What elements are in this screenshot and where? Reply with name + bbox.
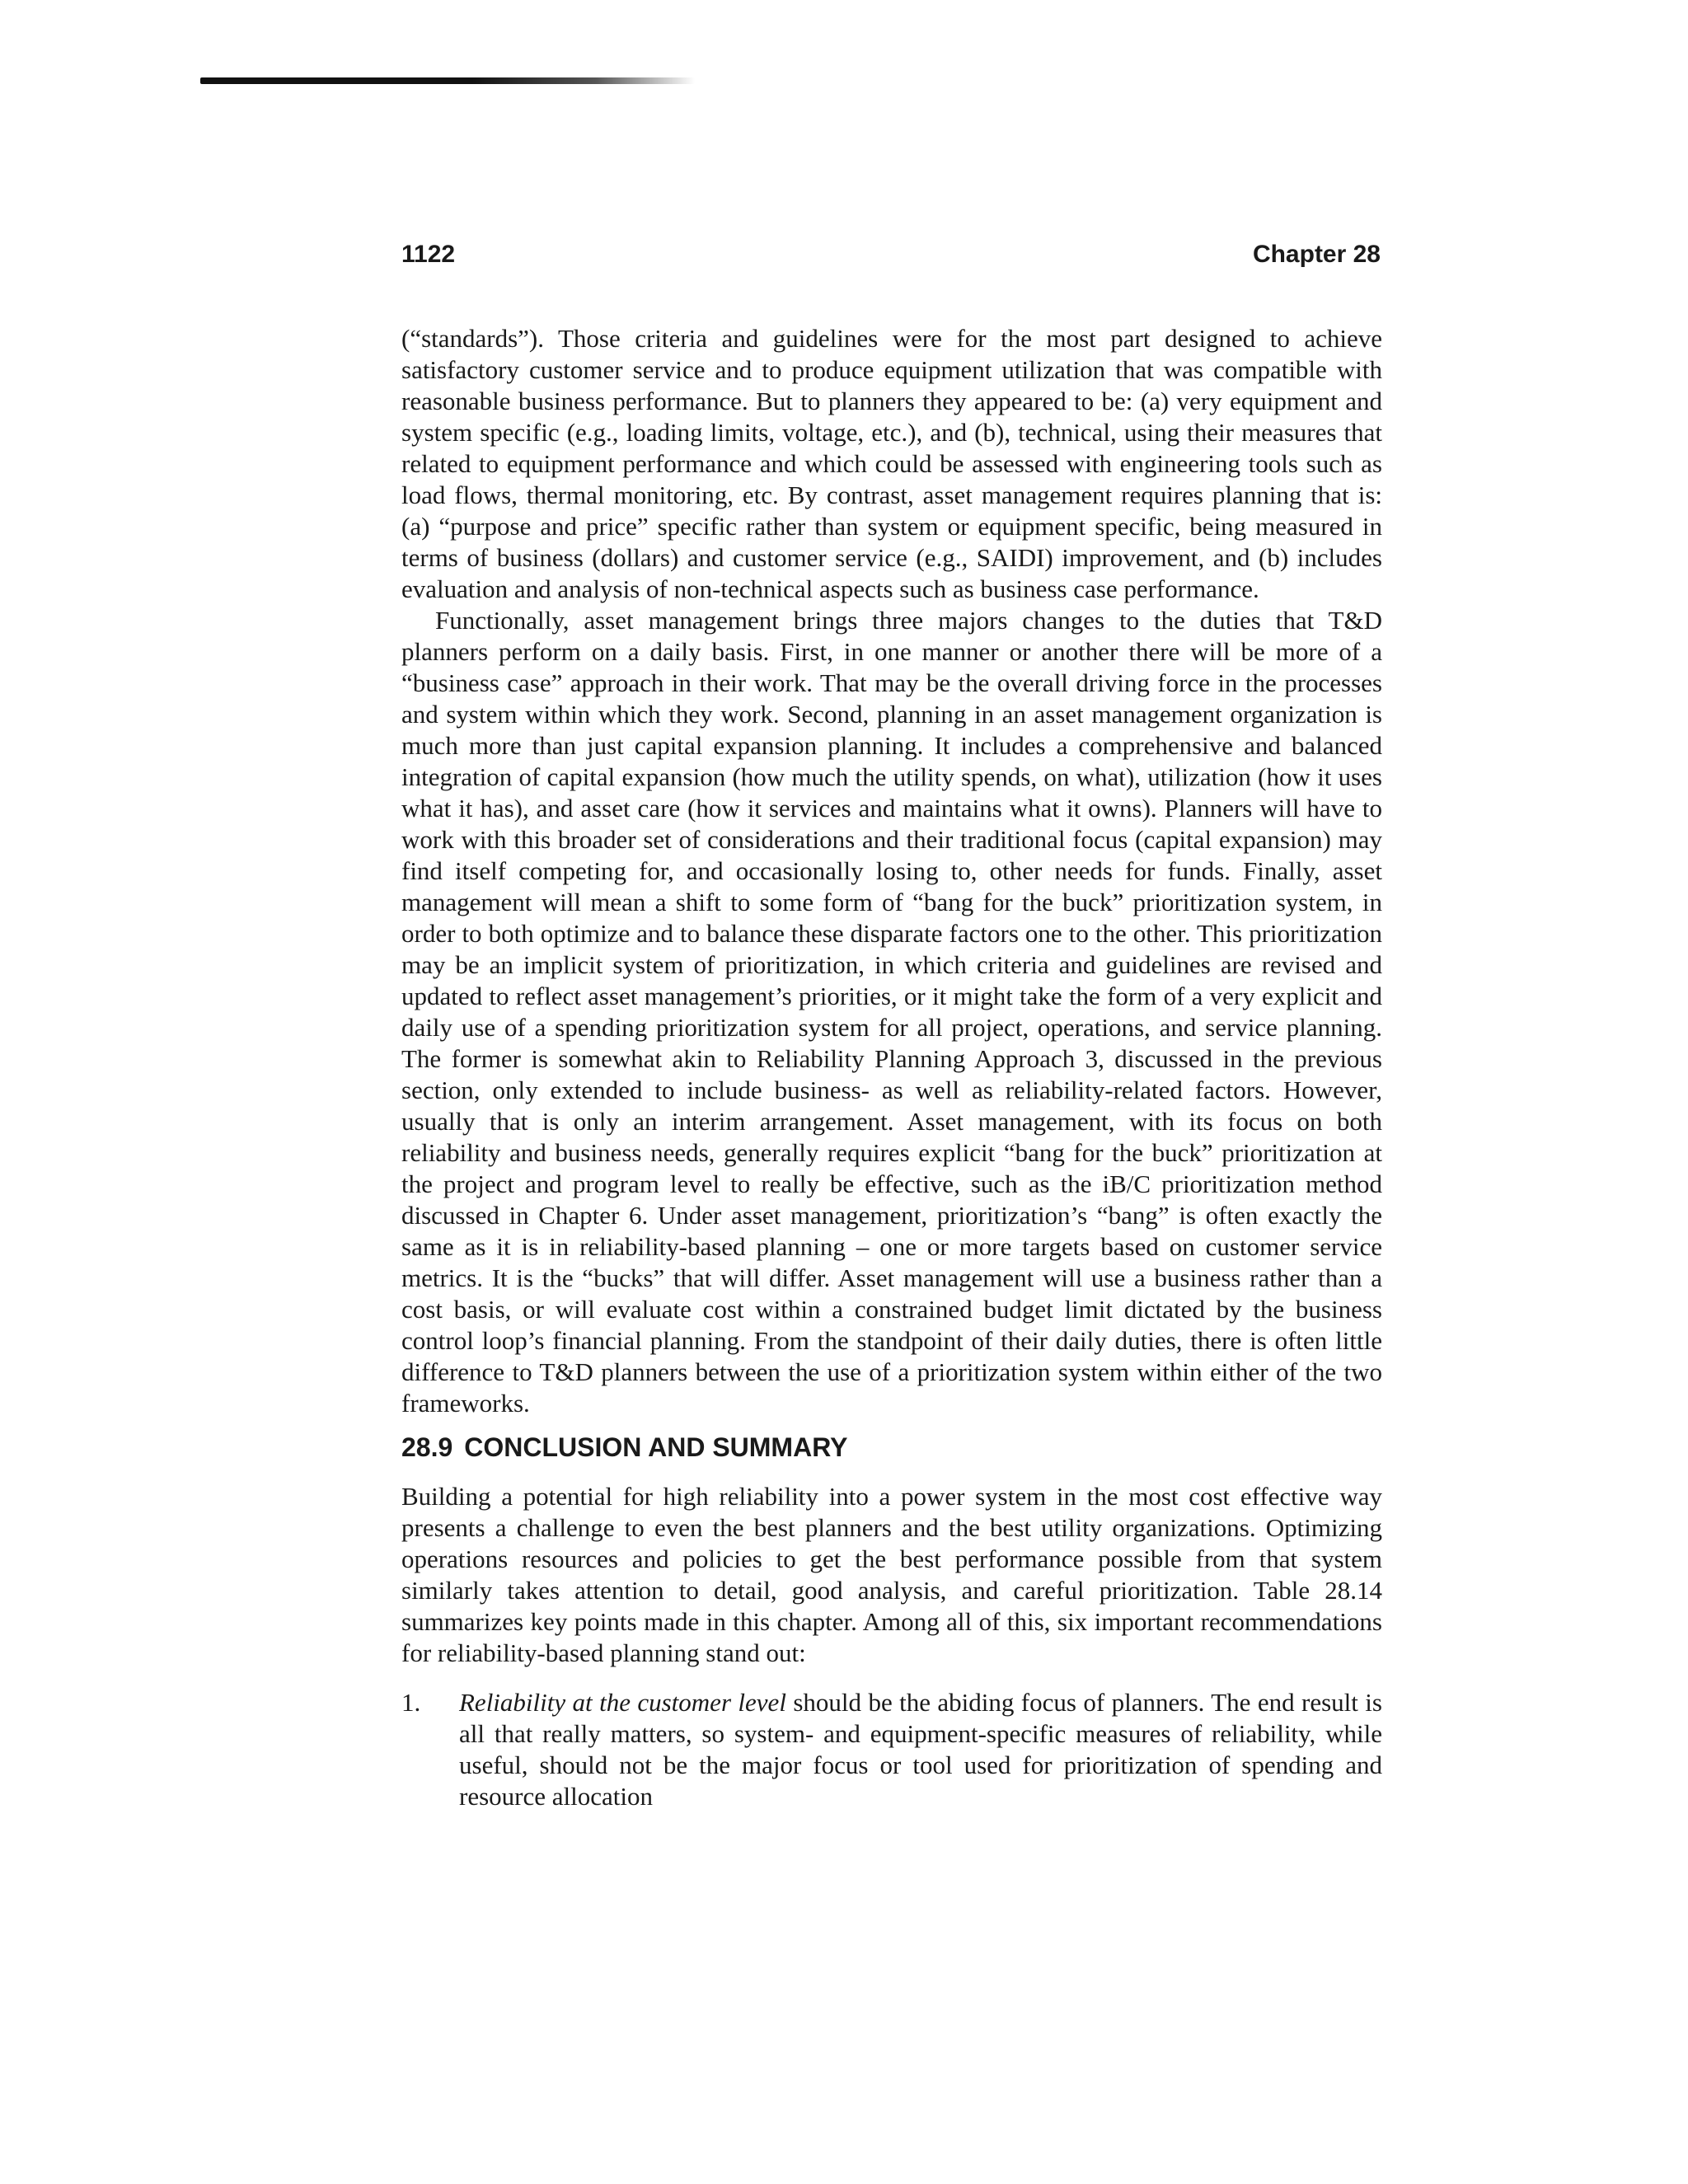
- section-number: 28.9: [401, 1432, 453, 1462]
- recommendation-item: [401, 1687, 1382, 1812]
- body-paragraph-2: Functionally, asset management brings three majors changes to the duties that T&D planners perform on a daily basis. First, in one manner or another there will be more of a “business case” approach in their work. That may be the overall driving force in the processes and system within which they work. Second, planning in an asset management organization is much more than just capital expansion planning. It includes a comprehensive and balanced integration of capital expansion (how much the utility spends, on what), utilization (how it uses what it has), and asset care (how it services and maintains what it owns). Planners will have to work with this broader set of considerations and their traditional focus (capital expansion) may find itself competing for, and occasionally losing to, other needs for funds. Finally, asset management will mean a shift to some form of “bang for the buck” prioritization system, in order to both optimize and to balance these disparate factors one to the other. This prioritization may be an implicit system of prioritization, in which criteria and guidelines are revised and updated to reflect asset management’s priorities, or it might take the form of a very explicit and daily use of a spending prioritization system for all project, operations, and service planning. The former is somewhat akin to Reliability Planning Approach 3, discussed in the previous section, only extended to include business- as well as reliability-related factors. However, usually that is only an interim arrangement. Asset management, with its focus on both reliability and business needs, generally requires explicit “bang for the buck” prioritization at the project and program level to really be effective, such as the iB/C prioritization method discussed in Chapter 6. Under asset management, prioritization’s “bang” is often exactly the same as it is in reliability-based planning – one or more targets based on customer service metrics. It is the “bucks” that will differ. Asset management will use a business rather than a cost basis, or will evaluate cost within a constrained budget limit dictated by the business control loop’s financial planning. From the standpoint of their daily duties, there is often little difference to T&D planners between the use of a prioritization system within either of the two frameworks.: [401, 606, 1382, 1418]
- recommendation-list: [401, 1687, 1382, 1812]
- scan-artifact-bar: [200, 77, 695, 84]
- recommendation-lead: Reliability at the customer level: [459, 1688, 786, 1717]
- body-paragraph-1: (“standards”). Those criteria and guidelines were for the most part designed to achieve satisfactory customer service and to produce equipment utilization that was compatible with reasonable business performance. But to planners they appeared to be: (a) very equipment and system specific (e.g., loading limits, voltage, etc.), and (b), technical, using their measures that related to equipment performance and which could be assessed with engineering tools such as load flows, thermal monitoring, etc. By contrast, asset management requires planning that is: (a) “purpose and price” specific rather than system or equipment specific, being measured in terms of business (dollars) and customer service (e.g., SAIDI) improvement, and (b) includes evaluation and analysis of non-technical aspects such as business case performance.: [401, 324, 1382, 603]
- page-body: [401, 323, 1382, 1812]
- page-number: 1122: [401, 241, 456, 268]
- section-heading: [401, 1432, 1382, 1463]
- recommendation-text: should be the abiding focus of planners. The end result is all that really matters, so system- and equipment-specific measures of reliability, while useful, should not be the major focus or tool used for prioritization of spending and resource allocation: [459, 1688, 1382, 1811]
- running-header: [401, 241, 1381, 274]
- recommendation-number: 1.: [401, 1688, 421, 1717]
- section-title: CONCLUSION AND SUMMARY: [464, 1432, 848, 1462]
- chapter-label: Chapter 28: [1252, 241, 1381, 268]
- section-paragraph: Building a potential for high reliability into a power system in the most cost effective way presents a challenge to even the best planners and the best utility organizations. Optimizing operations resources and policies to get the best performance possible from that system similarly takes attention to detail, good analysis, and careful prioritization. Table 28.14 summarizes key points made in this chapter. Among all of this, six important recommendations for reliability-based planning stand out:: [401, 1482, 1382, 1667]
